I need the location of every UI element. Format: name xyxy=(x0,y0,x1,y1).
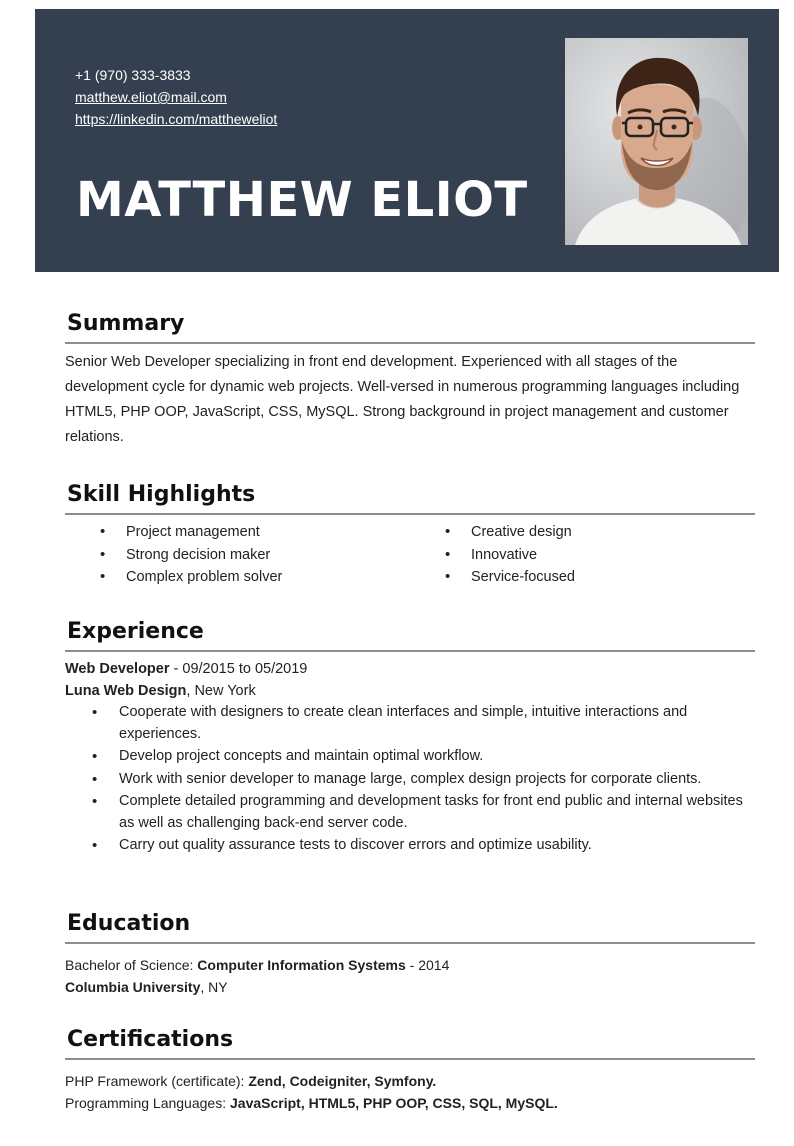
job-header xyxy=(65,658,755,702)
languages-line xyxy=(65,1092,755,1114)
list-item: • Develop project concepts and maintain optimal workflow. xyxy=(65,746,755,768)
profile-photo xyxy=(565,38,748,245)
section-divider xyxy=(65,942,755,944)
certifications-heading: Certifications xyxy=(67,1027,234,1052)
email-link[interactable]: matthew.eliot@mail.com xyxy=(75,89,227,105)
education-details xyxy=(65,954,755,998)
phone-number: +1 (970) 333-3833 xyxy=(75,67,191,83)
education-section xyxy=(65,910,755,998)
linkedin-link[interactable]: https://linkedin.com/mattheweliot xyxy=(75,111,278,127)
languages-label: Programming Languages: xyxy=(65,1095,230,1111)
school-name: Columbia University xyxy=(65,979,201,995)
list-item: • Carry out quality assurance tests to discover errors and optimize usability. xyxy=(65,835,755,857)
skills-section xyxy=(65,481,755,591)
company-name: Luna Web Design xyxy=(65,683,187,699)
degree-major: Computer Information Systems xyxy=(197,957,406,973)
school-line xyxy=(65,976,755,998)
job-dates: - 09/2015 to 05/2019 xyxy=(169,661,308,677)
skill-item: • Project management xyxy=(100,521,282,544)
degree-line xyxy=(65,954,755,976)
job-title: Web Developer xyxy=(65,661,170,677)
company-location: , New York xyxy=(186,683,256,699)
certification-line xyxy=(65,1070,755,1092)
summary-text: Senior Web Developer specializing in front end development. Experienced with all stages of the development cycle for dynamic web projects. Well-versed in numerous programming languages including HTML5, PHP OOP, JavaScript, CSS, MySQL. Strong background in project management and customer relations. xyxy=(65,354,740,445)
list-item: • Cooperate with designers to create clean interfaces and simple, intuitive interactions and experiences. xyxy=(65,702,755,745)
skill-item: • Strong decision maker xyxy=(100,544,282,567)
header-band xyxy=(35,9,779,272)
degree-label: Bachelor of Science: xyxy=(65,957,198,973)
certifications-section xyxy=(65,1026,755,1114)
skills-heading: Skill Highlights xyxy=(67,482,256,507)
list-item: • Work with senior developer to manage large, complex design projects for corporate clients. xyxy=(65,769,755,791)
candidate-name: MATTHEW ELIOT xyxy=(76,172,528,228)
skill-item: • Creative design xyxy=(445,521,575,544)
company-line xyxy=(65,680,755,702)
school-location: , NY xyxy=(200,979,228,995)
skill-item: • Service-focused xyxy=(445,566,575,589)
languages-value: JavaScript, HTML5, PHP OOP, CSS, SQL, MySQL. xyxy=(230,1095,558,1111)
skill-item: • Complex problem solver xyxy=(100,566,282,589)
skills-grid xyxy=(65,521,755,591)
job-title-line xyxy=(65,658,755,680)
section-divider xyxy=(65,1058,755,1060)
summary-section xyxy=(65,310,755,450)
list-item: • Complete detailed programming and development tasks for front end public and internal websites as well as challenging back-end server code. xyxy=(65,791,755,834)
skills-left-column xyxy=(100,521,282,589)
graduation-year: - 2014 xyxy=(405,957,450,973)
certification-details xyxy=(65,1070,755,1114)
cert-label: PHP Framework (certificate): xyxy=(65,1073,249,1089)
experience-heading: Experience xyxy=(67,619,204,644)
section-divider xyxy=(65,513,755,515)
contact-info xyxy=(75,64,277,130)
education-heading: Education xyxy=(67,911,191,936)
section-divider xyxy=(65,342,755,344)
section-divider xyxy=(65,650,755,652)
experience-section xyxy=(65,618,755,858)
skill-item: • Innovative xyxy=(445,544,575,567)
skills-right-column xyxy=(445,521,575,589)
cert-value: Zend, Codeigniter, Symfony. xyxy=(248,1073,437,1089)
portrait-illustration xyxy=(565,38,748,245)
job-responsibilities xyxy=(65,702,755,857)
summary-heading: Summary xyxy=(67,311,185,336)
